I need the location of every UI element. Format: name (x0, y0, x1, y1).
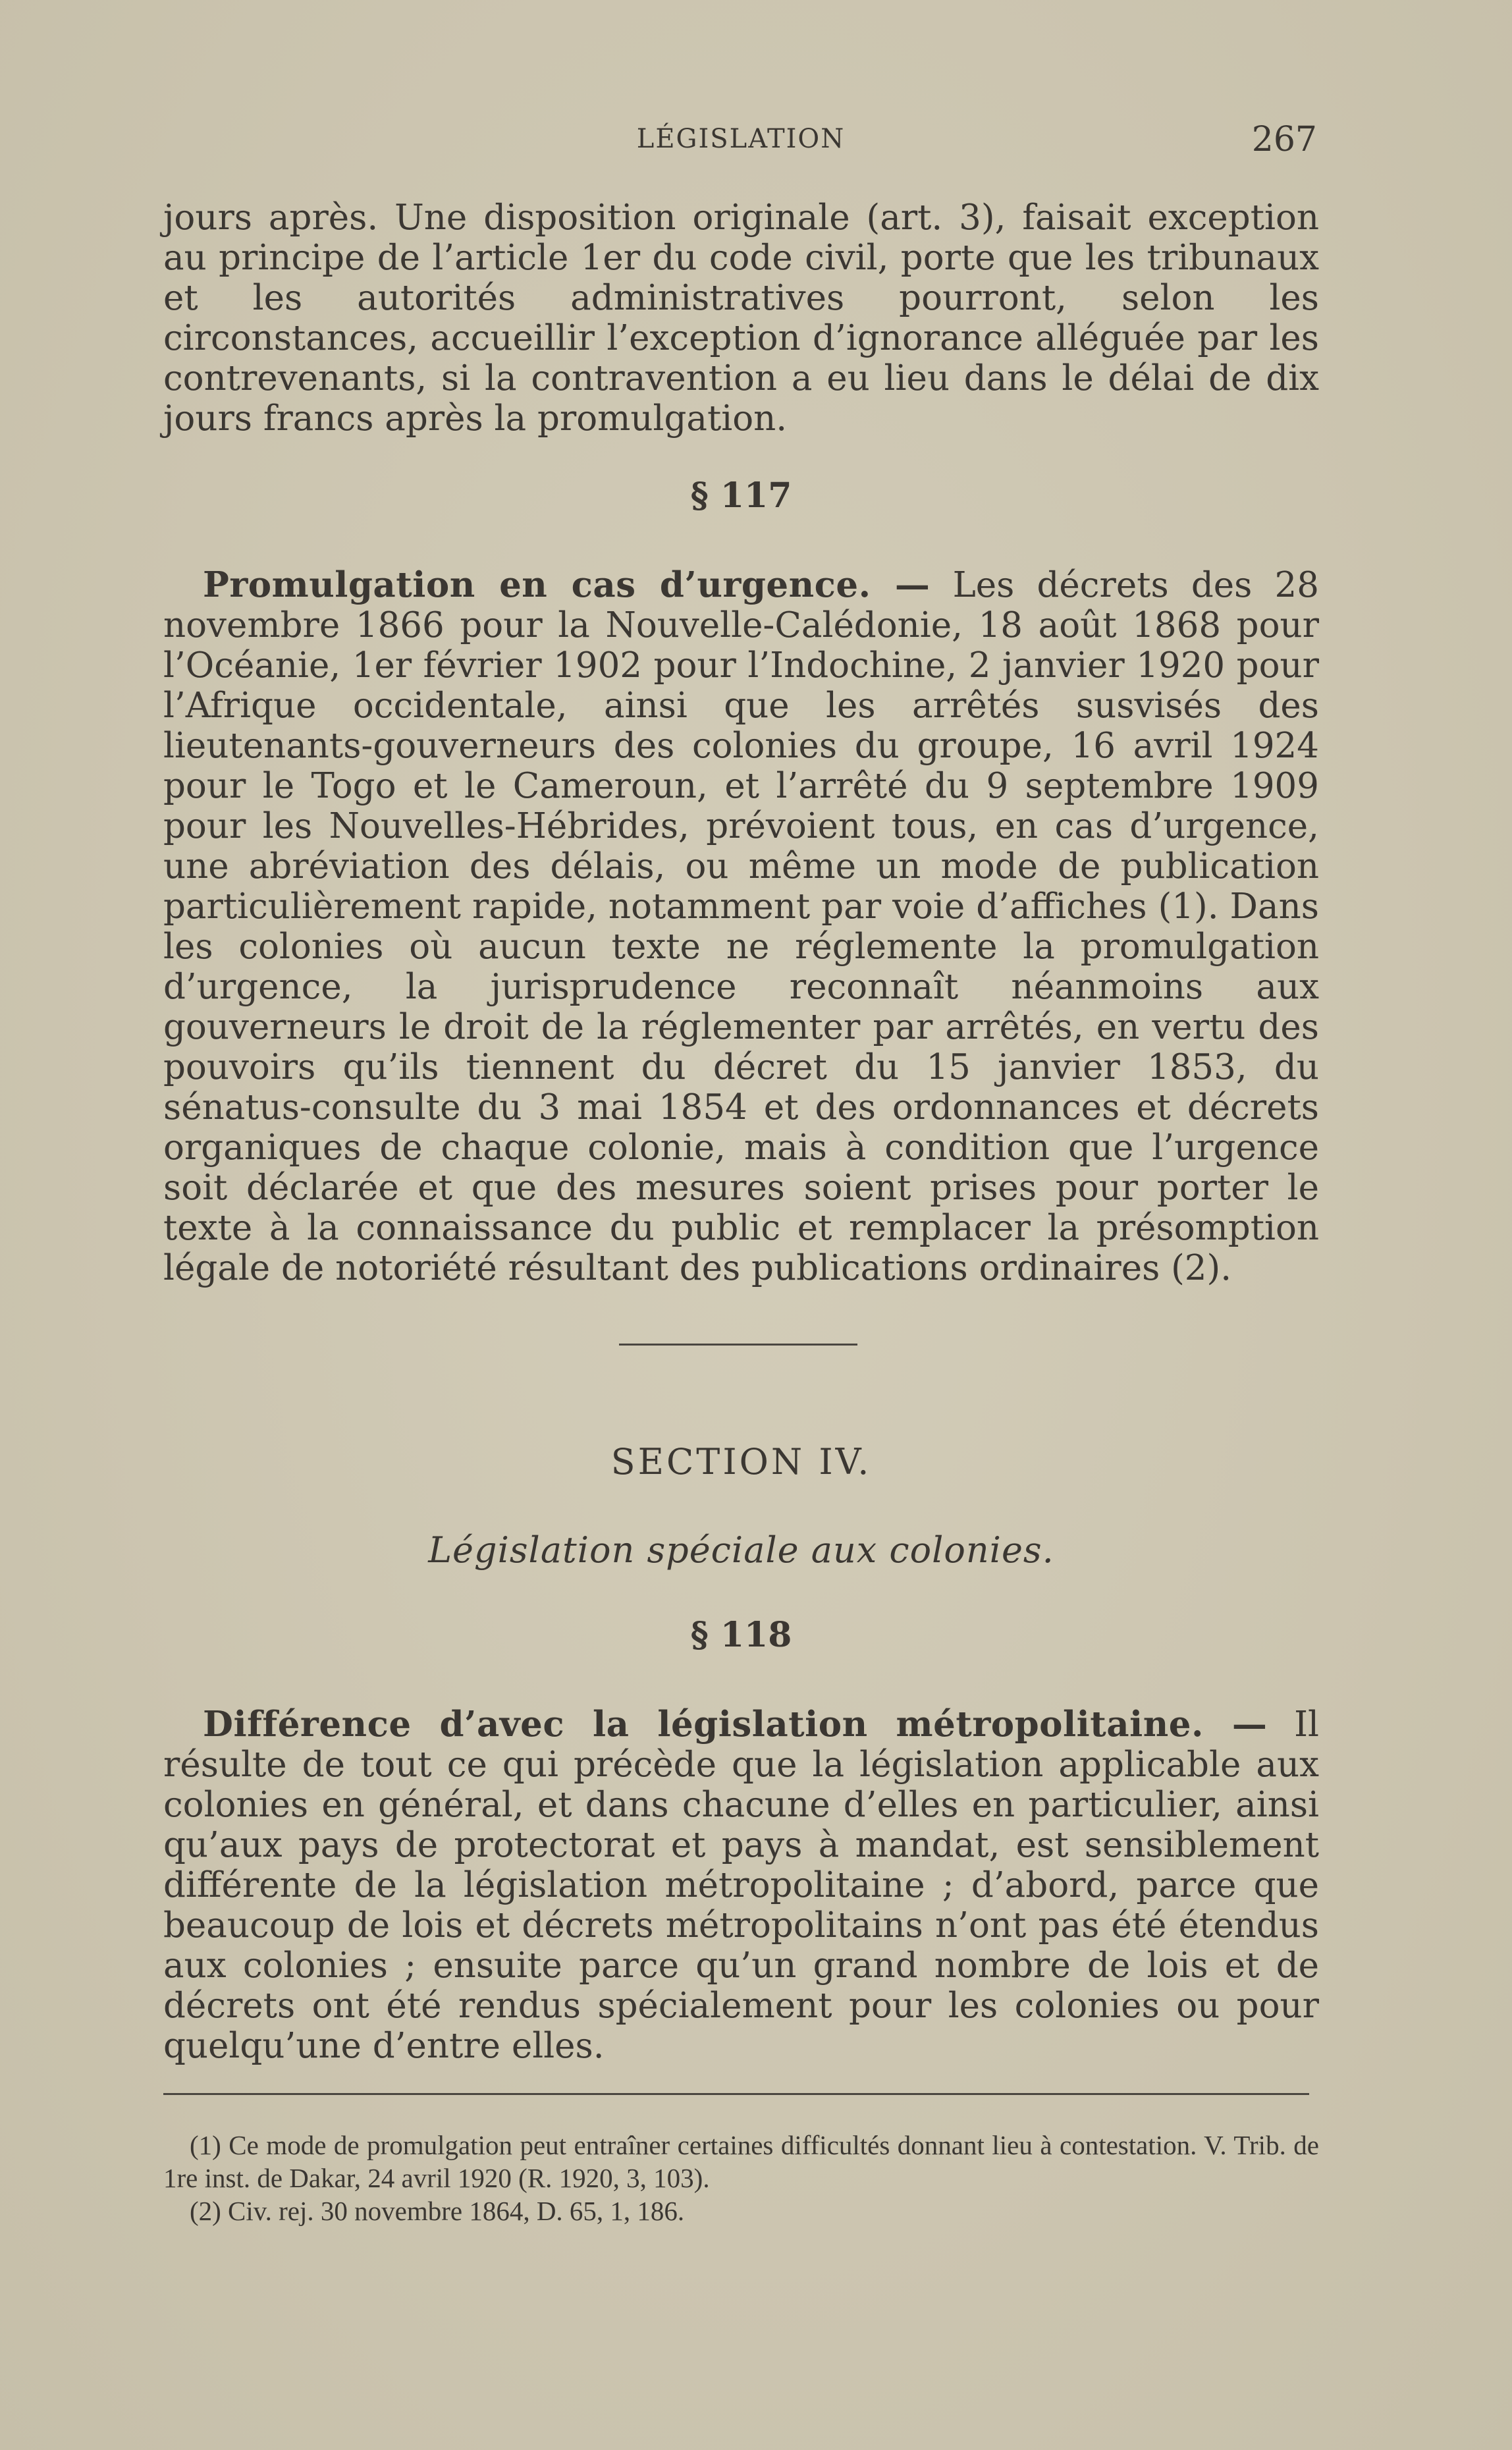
section-117-paragraph (163, 565, 1319, 1290)
section-heading: SECTION IV. (610, 1441, 872, 1483)
continuation-paragraph (163, 198, 1319, 441)
running-title: LÉGISLATION (636, 124, 846, 154)
footnote-1: (1) Ce mode de promulgation peut entraîner certaines difficultés donnant lieu à contestation. V. Trib. de 1re inst. de Dakar, 24 avril 1920 (R. 1920, 3, 103). (163, 2130, 1319, 2193)
section-118-body: Il résulte de tout ce qui précède que la législation applicable aux colonies en général, et dans chacune d’elles en particulier, ainsi qu’aux pays de protectorat et pays à mandat, est sensiblement différente de la législation métropolitaine ; d’abord, parce que beaucoup de lois et décrets métropolitains n’ont pas été étendus aux colonies ; ensuite parce qu’un grand nombre de lois et de décrets ont été rendus spécialement pour les colonies ou pour quelqu’une d’entre elles. (163, 1704, 1319, 2066)
footnote-rule (163, 2093, 1309, 2095)
section-118-title: Différence d’avec la législation métropolitaine. — (203, 1704, 1268, 1745)
section-118-paragraph (163, 1704, 1319, 2066)
section-117-number: § 117 (690, 476, 792, 516)
section-divider-rule (619, 1344, 857, 1346)
section-118-number: § 118 (690, 1615, 792, 1655)
running-head (165, 120, 1317, 166)
continuation-text: jours après. Une disposition originale (art. 3), faisait exception au principe de l’article 1er du code civil, porte que les tribunaux et les autorités administratives pourront, selon les circonstances, accueillir l’exception d’ignorance alléguée par les contrevenants, si la contravention a eu lieu dans le délai de dix jours francs après la promulgation. (163, 198, 1319, 439)
section-118-text (163, 1704, 1319, 2066)
section-117-body: Les décrets des 28 novembre 1866 pour la Nouvelle-Calédonie, 18 août 1868 pour l’Océanie, 1er février 1902 pour l’Indochine, 2 janvier 1920 pour l’Afrique occidentale, ainsi que les arrêtés susvisés des lieutenants-gouverneurs des colonies du groupe, 16 avril 1924 pour le Togo et le Cameroun, et l’arrêté du 9 septembre 1909 pour les Nouvelles-Hébrides, prévoient tous, en cas d’urgence, une abréviation des délais, ou même un mode de publication particulièrement rapide, notamment par voie d’affiches (1). Dans les colonies où aucun texte ne réglemente la promulgation d’urgence, la jurisprudence reconnaît néanmoins aux gouverneurs le droit de la réglementer par arrêtés, en vertu des pouvoirs qu’ils tiennent du décret du 15 janvier 1853, du sénatus-consulte du 3 mai 1854 et des ordonnances et décrets organiques de chaque colonie, mais à condition que l’urgence soit déclarée et que des mesures soient prises pour porter le texte à la connaissance du public et remplacer la présomption légale de notoriété résultant des publications ordinaires (2). (163, 565, 1319, 1288)
section-117-text (163, 565, 1319, 1288)
footnote-2: (2) Civ. rej. 30 novembre 1864, D. 65, 1, 186. (190, 2196, 685, 2226)
section-117-title: Promulgation en cas d’urgence. — (203, 564, 931, 605)
footnotes (163, 2129, 1319, 2227)
section-subtitle: Législation spéciale aux colonies. (428, 1529, 1054, 1571)
page-number: 267 (1251, 120, 1317, 159)
